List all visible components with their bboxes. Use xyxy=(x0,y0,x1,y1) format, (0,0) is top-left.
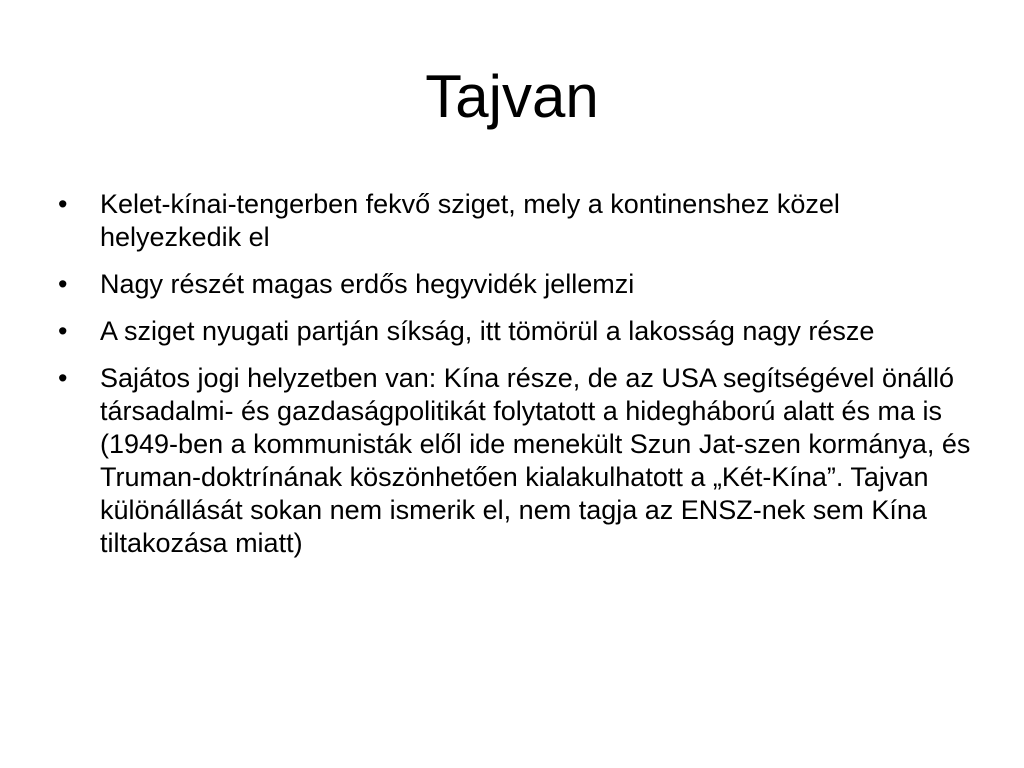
bullet-text: Kelet-kínai-tengerben fekvő sziget, mely a kontinenshez közel helyezkedik el xyxy=(100,189,840,252)
bullet-icon: • xyxy=(58,189,68,219)
bullet-icon: • xyxy=(58,363,68,393)
bullet-item xyxy=(58,268,973,301)
bullet-text: Sajátos jogi helyzetben van: Kína része, de az USA segítségével önálló társadalmi- és gazdaságpolitikát folytatott a hidegháború alatt és ma is (1949-ben a kommunisták elől ide menekült Szun Jat-szen kormánya, és Truman-doktrínának köszönhetően kialakulhatott a „Két-Kína”. Tajvan különállását sokan nem ismerik el, nem tagja az ENSZ-nek sem Kína tiltakozása miatt) xyxy=(100,363,971,558)
bullet-item xyxy=(58,315,973,348)
bullet-text: A sziget nyugati partján síkság, itt tömörül a lakosság nagy része xyxy=(100,316,875,346)
slide-title: Tajvan xyxy=(425,63,599,130)
bullet-item xyxy=(58,188,973,254)
bullet-text: Nagy részét magas erdős hegyvidék jellemzi xyxy=(100,269,635,299)
bullet-item xyxy=(58,362,973,560)
bullet-icon: • xyxy=(58,316,68,346)
bullet-icon: • xyxy=(58,269,68,299)
bullet-list xyxy=(58,188,973,574)
